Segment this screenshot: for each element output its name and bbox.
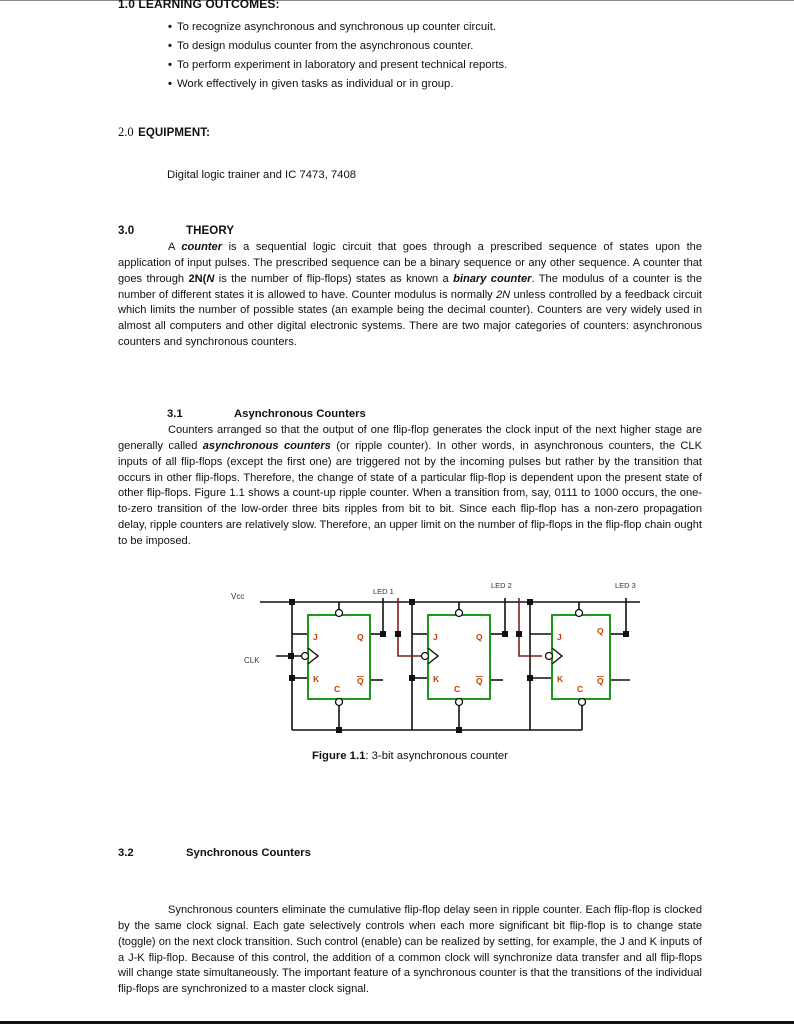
text-run: 2N [496,288,511,301]
pin-k-1: K [313,674,320,684]
list-item: • To design modulus counter from the asynchronous counter. [168,37,507,56]
pin-qbar-2: Q [476,676,483,686]
text-run: 2N [188,272,203,285]
text-run: ( [202,272,207,285]
paragraph-text [118,423,702,550]
list-item: • To perform experiment in laboratory and present technical reports. [168,56,507,75]
text-run: is a sequential logic circuit that goes through a prescribed sequence of states upon the application of input pulses. The prescribed sequence can be a binary sequence or any other sequence. A counter that goes through [118,241,702,285]
section-number: 2.0 [118,125,134,139]
pin-qbar-1: Q [357,676,364,686]
led-3-label: LED 3 [615,581,636,590]
theory-paragraph [118,240,702,351]
text-run: asynchronous counters [202,439,331,452]
text-run: A [168,241,182,253]
async-heading: Asynchronous Counters [234,408,366,420]
pin-q-2: Q [476,632,483,642]
text-run: binary counter [453,272,532,285]
text-run: . The modulus of a counter is the number of different states it is allowed to have. Counter modulus is normally [118,272,702,301]
paragraph-text [118,240,702,351]
pin-qbar-3: Q [597,676,604,686]
sync-paragraph [118,903,702,998]
pin-k-2: K [433,674,440,684]
figure-caption [312,750,508,762]
led-2-label: LED 2 [491,581,512,590]
vcc-label: Vcc [231,592,245,601]
text-run: N [206,272,215,285]
pin-k-3: K [557,674,564,684]
equipment-text: Digital logic trainer and IC 7473, 7408 [167,169,357,181]
sync-number: 3.2 [118,847,134,859]
asynchronous-counter-diagram [200,576,660,756]
clk-label: CLK [244,656,260,665]
learning-outcomes-heading: 1.0 LEARNING OUTCOMES: [118,0,280,11]
list-item: • To recognize asynchronous and synchronous up counter circuit. [168,18,507,37]
pin-c-1: C [334,684,341,694]
pin-q-1: Q [357,632,364,642]
text-run: unless controlled by a feedback circuit which limits the number of possible states (an example being the decimal counter). Counters are very widely used in almost all computers and other digital electronic systems. There are two major categories of counters: asynchronous counters and synchronous counters. [118,288,702,349]
pin-j-1: J [313,632,318,642]
learning-outcomes-list [168,18,507,94]
theory-number: 3.0 [118,225,135,237]
section-title: EQUIPMENT: [138,127,210,139]
equipment-heading [118,123,210,141]
text-run: counter [181,241,223,253]
async-paragraph [118,423,702,550]
theory-heading: THEORY [186,225,235,237]
caption-text: : 3-bit asynchronous counter [365,750,508,762]
led-1-label: LED 1 [373,587,394,596]
pin-c-2: C [454,684,461,694]
paragraph-text: Synchronous counters eliminate the cumulative flip-flop delay seen in ripple counter. Each flip-flop is clocked by the same clock signal. Each gate selectively controls when each more significant bit flip-flop is to change state (toggle) on the next clock transition. Such control (enable) can be realized by setting, for example, the J and K inputs of a J-K flip-flop. Because of this control, the addition of a common clock will synchronize data transfer and all flip-flops will change state simultaneously. The important feature of a synchronous counter is that the transitions of the individual flip-flops are synchronized to a master clock signal. [118,904,702,996]
text-run: is the number of flip-flops) states as known a [214,272,454,285]
pin-c-3: C [577,684,584,694]
text-run: (or ripple counter). In other words, in asynchronous counters, the CLK inputs of all flip-flops (except the first one) are triggered not by the incoming pulses but rather by the transition that occurs in other flip-flops. Therefore, the change of state of a particular flip-flop is dependent upon the present state of other flip-flops. Figure 1.1 shows a count-up ripple counter. When a transition from, say, 0111 to 1000 occurs, the one-to-zero transition of the low-order three bits ripples from bit to bit. Since each flip-flop has a non-zero propagation delay, ripple counters are relatively slow. Therefore, an upper limit on the number of flip-flops in the flip-flop chain ought to be imposed. [118,439,702,547]
text-run: Counters arranged so that the output of one flip-flop generates the clock input of the next higher stage are generally called [118,424,702,452]
sync-heading: Synchronous Counters [186,847,311,859]
caption-label: Figure 1.1 [312,750,366,762]
pin-q-3: Q [597,626,604,636]
async-number: 3.1 [167,408,183,420]
list-item: • Work effectively in given tasks as individual or in group. [168,75,507,94]
pin-j-3: J [557,632,562,642]
pin-j-2: J [433,632,438,642]
